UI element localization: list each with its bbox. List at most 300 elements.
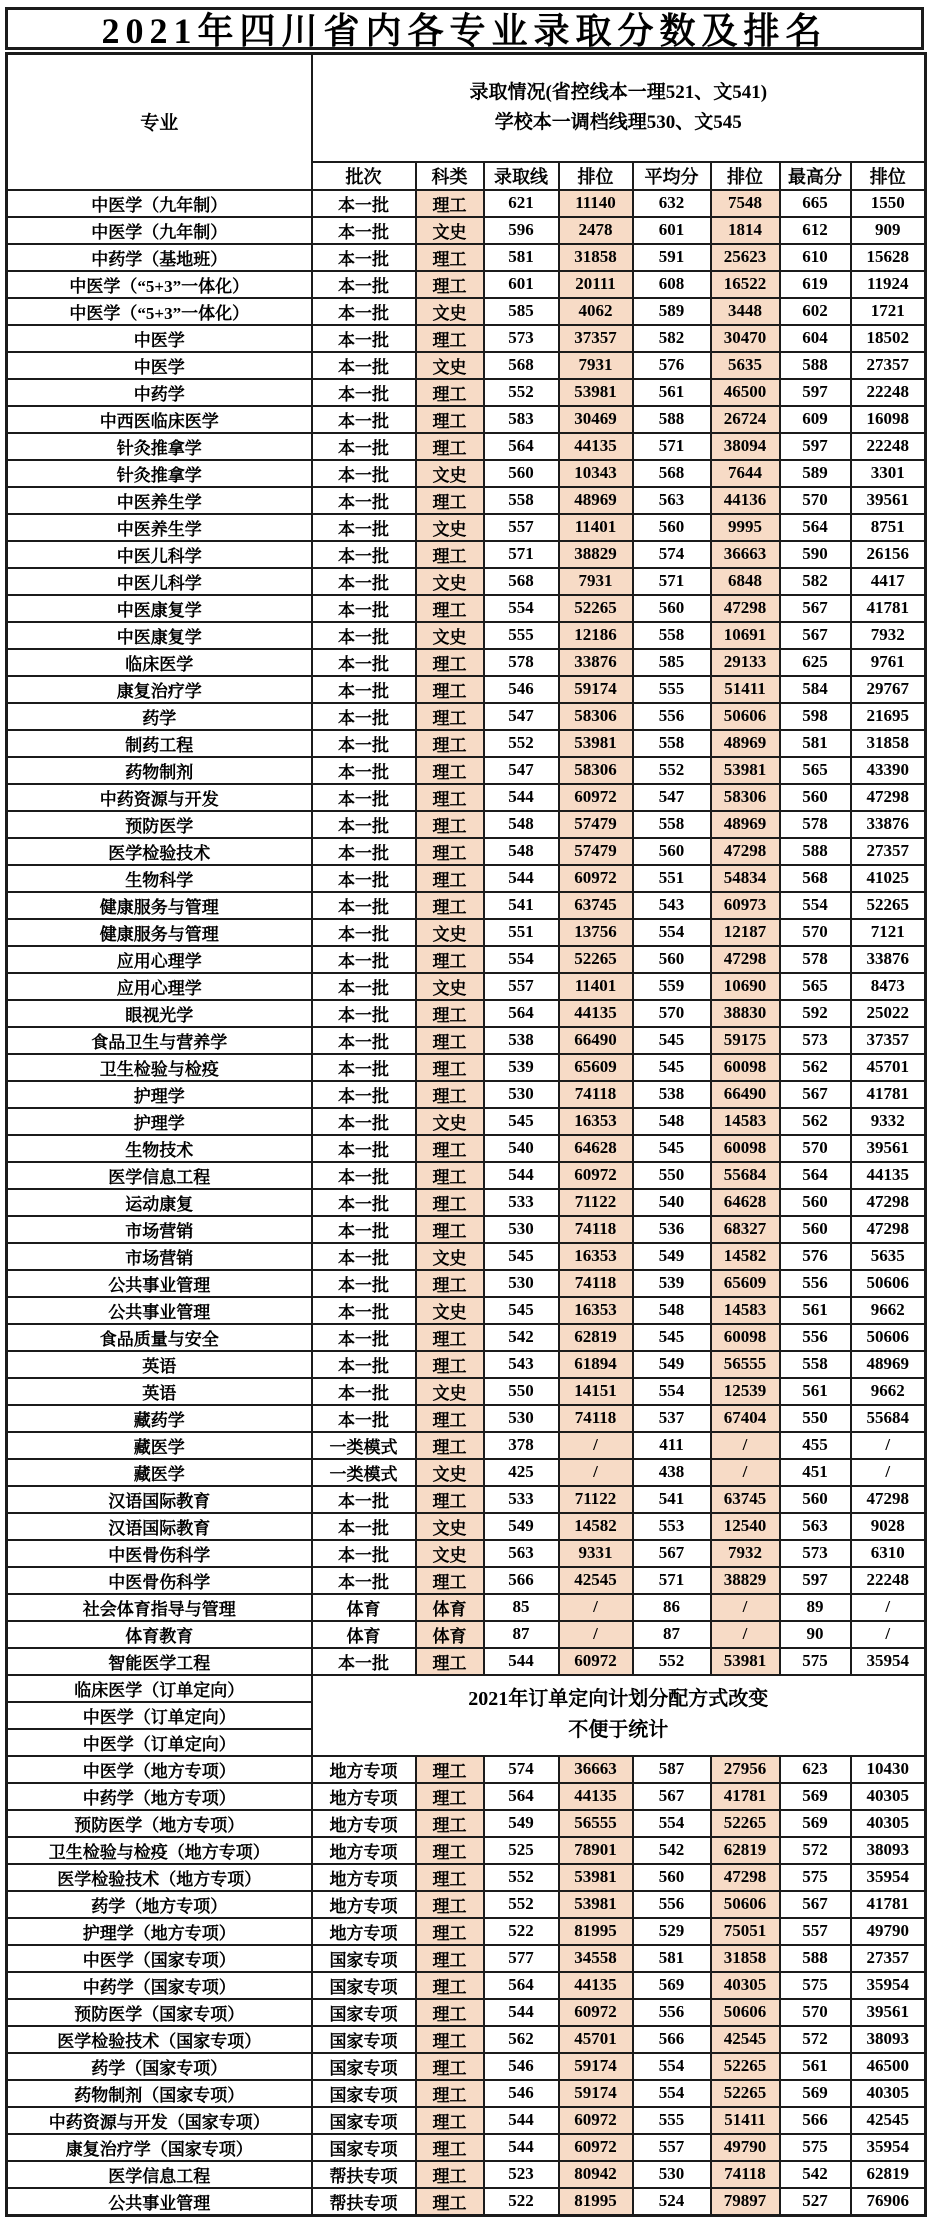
min-score-cell: 530 [484,1270,559,1297]
major-cell: 中西医临床医学 [7,406,312,433]
category-cell: 文史 [416,1297,484,1324]
max-rank-cell: 40305 [851,2080,926,2107]
table-row [7,2107,926,2134]
table-row [7,1594,926,1621]
avg-score-cell: 549 [633,1351,711,1378]
min-rank-cell: 53981 [559,1864,633,1891]
major-cell: 体育教育 [7,1621,312,1648]
avg-score-cell: 555 [633,2107,711,2134]
min-score-cell: 581 [484,244,559,271]
table-row [7,1972,926,1999]
min-rank-cell: 62819 [559,1324,633,1351]
table-row [7,1081,926,1108]
min-score-cell: 577 [484,1945,559,1972]
max-score-cell: 604 [780,325,851,352]
major-cell: 中药资源与开发 [7,784,312,811]
max-score-cell: 588 [780,1945,851,1972]
avg-rank-cell: 68327 [711,1216,780,1243]
category-cell: 文史 [416,298,484,325]
min-score-cell: 573 [484,325,559,352]
min-score-cell: 425 [484,1459,559,1486]
max-score-cell: 575 [780,1648,851,1675]
avg-rank-cell: 7548 [711,190,780,217]
table-row [7,2080,926,2107]
major-cell: 社会体育指导与管理 [7,1594,312,1621]
max-score-cell: 556 [780,1270,851,1297]
min-rank-cell: 59174 [559,2053,633,2080]
table-row [7,1297,926,1324]
avg-rank-cell: 63745 [711,1486,780,1513]
max-score-cell: 560 [780,1216,851,1243]
table-row [7,460,926,487]
avg-score-cell: 86 [633,1594,711,1621]
min-score-cell: 523 [484,2161,559,2188]
min-score-cell: 551 [484,919,559,946]
avg-score-cell: 550 [633,1162,711,1189]
major-cell: 中医养生学 [7,487,312,514]
min-score-cell: 571 [484,541,559,568]
table-row [7,1243,926,1270]
min-rank-cell: 10343 [559,460,633,487]
major-cell: 护理学 [7,1108,312,1135]
min-rank-cell: 71122 [559,1486,633,1513]
min-rank-cell: 58306 [559,757,633,784]
min-score-cell: 557 [484,973,559,1000]
avg-score-cell: 561 [633,379,711,406]
avg-rank-cell: 62819 [711,1837,780,1864]
major-cell: 医学检验技术（地方专项） [7,1864,312,1891]
category-cell: 理工 [416,325,484,352]
avg-rank-cell: 25623 [711,244,780,271]
min-score-cell: 583 [484,406,559,433]
avg-score-cell: 549 [633,1243,711,1270]
column-header-avg-rank: 排位 [711,162,780,190]
avg-score-cell: 540 [633,1189,711,1216]
category-cell: 理工 [416,1324,484,1351]
avg-rank-cell: 6848 [711,568,780,595]
min-rank-cell: 48969 [559,487,633,514]
table-row [7,595,926,622]
min-rank-cell: 59174 [559,2080,633,2107]
avg-rank-cell: 27956 [711,1756,780,1783]
major-cell: 药学（地方专项） [7,1891,312,1918]
max-rank-cell: 3301 [851,460,926,487]
avg-rank-cell: 42545 [711,2026,780,2053]
max-rank-cell: 6310 [851,1540,926,1567]
min-score-cell: 566 [484,1567,559,1594]
max-rank-cell: 27357 [851,1945,926,1972]
avg-rank-cell: 3448 [711,298,780,325]
table-row [7,1540,926,1567]
batch-cell: 本一批 [312,298,416,325]
major-cell: 市场营销 [7,1243,312,1270]
max-score-cell: 561 [780,1378,851,1405]
max-rank-cell: 44135 [851,1162,926,1189]
min-score-cell: 564 [484,1783,559,1810]
batch-cell: 本一批 [312,1162,416,1189]
avg-score-cell: 547 [633,784,711,811]
major-cell: 临床医学 [7,649,312,676]
avg-rank-cell: 14583 [711,1297,780,1324]
category-cell: 理工 [416,649,484,676]
major-cell: 卫生检验与检疫 [7,1054,312,1081]
min-score-cell: 525 [484,1837,559,1864]
table-row [7,487,926,514]
avg-rank-cell: 47298 [711,946,780,973]
max-score-cell: 567 [780,622,851,649]
min-rank-cell: 71122 [559,1189,633,1216]
min-score-cell: 548 [484,811,559,838]
major-cell: 中医学（订单定向） [7,1729,312,1756]
avg-score-cell: 557 [633,2134,711,2161]
batch-cell: 本一批 [312,217,416,244]
category-cell: 理工 [416,784,484,811]
max-rank-cell: 39561 [851,487,926,514]
major-cell: 药学 [7,703,312,730]
batch-cell: 本一批 [312,1351,416,1378]
column-header-category: 科类 [416,162,484,190]
avg-score-cell: 529 [633,1918,711,1945]
max-score-cell: 588 [780,838,851,865]
category-cell: 理工 [416,1756,484,1783]
batch-cell: 本一批 [312,406,416,433]
min-rank-cell: 45701 [559,2026,633,2053]
avg-score-cell: 560 [633,595,711,622]
avg-rank-cell: 49790 [711,2134,780,2161]
category-cell: 理工 [416,1000,484,1027]
min-rank-cell: 66490 [559,1027,633,1054]
max-score-cell: 550 [780,1405,851,1432]
major-cell: 中医儿科学 [7,541,312,568]
max-rank-cell: / [851,1432,926,1459]
min-rank-cell: 60972 [559,2107,633,2134]
min-score-cell: 552 [484,1864,559,1891]
table-row [7,1324,926,1351]
max-rank-cell: 9662 [851,1297,926,1324]
min-score-cell: 568 [484,568,559,595]
batch-cell: 本一批 [312,865,416,892]
avg-score-cell: 558 [633,622,711,649]
table-row [7,1783,926,1810]
category-cell: 理工 [416,676,484,703]
category-cell: 文史 [416,973,484,1000]
min-score-cell: 541 [484,892,559,919]
min-score-cell: 554 [484,595,559,622]
max-score-cell: 572 [780,1837,851,1864]
table-row [7,1459,926,1486]
category-cell: 理工 [416,190,484,217]
table-row [7,271,926,298]
category-cell: 理工 [416,892,484,919]
avg-rank-cell: 47298 [711,595,780,622]
avg-rank-cell: 12187 [711,919,780,946]
avg-rank-cell: 26724 [711,406,780,433]
avg-score-cell: 411 [633,1432,711,1459]
category-cell: 理工 [416,1216,484,1243]
max-rank-cell: 16098 [851,406,926,433]
max-score-cell: 563 [780,1513,851,1540]
min-score-cell: 578 [484,649,559,676]
avg-rank-cell: 40305 [711,1972,780,1999]
max-score-cell: 570 [780,1999,851,2026]
column-header-min-score: 录取线 [484,162,559,190]
avg-score-cell: 563 [633,487,711,514]
max-rank-cell: / [851,1594,926,1621]
avg-score-cell: 552 [633,757,711,784]
max-score-cell: 560 [780,1486,851,1513]
batch-cell: 地方专项 [312,1837,416,1864]
max-rank-cell: 22248 [851,433,926,460]
max-score-cell: 569 [780,2080,851,2107]
table-row [7,1162,926,1189]
max-rank-cell: 47298 [851,1189,926,1216]
min-rank-cell: 52265 [559,595,633,622]
min-score-cell: 538 [484,1027,559,1054]
min-rank-cell: 33876 [559,649,633,676]
min-rank-cell: 59174 [559,676,633,703]
min-rank-cell: 12186 [559,622,633,649]
table-row [7,2161,926,2188]
avg-score-cell: 555 [633,676,711,703]
avg-rank-cell: 29133 [711,649,780,676]
major-cell: 医学信息工程 [7,1162,312,1189]
batch-cell: 地方专项 [312,1864,416,1891]
max-rank-cell: 41025 [851,865,926,892]
min-score-cell: 547 [484,703,559,730]
table-row [7,352,926,379]
avg-rank-cell: 38829 [711,1567,780,1594]
min-rank-cell: 14582 [559,1513,633,1540]
max-score-cell: 565 [780,973,851,1000]
category-cell: 理工 [416,2188,484,2216]
max-rank-cell: 22248 [851,1567,926,1594]
min-score-cell: 546 [484,2080,559,2107]
max-score-cell: 609 [780,406,851,433]
min-score-cell: 550 [484,1378,559,1405]
avg-score-cell: 571 [633,1567,711,1594]
min-rank-cell: 52265 [559,946,633,973]
avg-rank-cell: 52265 [711,2053,780,2080]
avg-score-cell: 601 [633,217,711,244]
category-cell: 体育 [416,1621,484,1648]
min-rank-cell: 57479 [559,811,633,838]
avg-rank-cell: 12540 [711,1513,780,1540]
table-row [7,2026,926,2053]
admission-info-line2: 学校本一调档线理530、文545 [494,111,742,133]
batch-cell: 本一批 [312,379,416,406]
note-line2: 不便于统计 [568,1719,669,1741]
table-row [7,1918,926,1945]
min-rank-cell: 9331 [559,1540,633,1567]
min-score-cell: 585 [484,298,559,325]
avg-score-cell: 554 [633,1378,711,1405]
max-score-cell: 589 [780,460,851,487]
batch-cell: 本一批 [312,487,416,514]
min-score-cell: 548 [484,838,559,865]
min-score-cell: 539 [484,1054,559,1081]
table-row [7,1999,926,2026]
min-score-cell: 574 [484,1756,559,1783]
max-rank-cell: 15628 [851,244,926,271]
batch-cell: 地方专项 [312,1918,416,1945]
batch-cell: 本一批 [312,973,416,1000]
category-cell: 理工 [416,703,484,730]
max-rank-cell: 35954 [851,2134,926,2161]
avg-rank-cell: 48969 [711,730,780,757]
max-rank-cell: 8751 [851,514,926,541]
avg-score-cell: 438 [633,1459,711,1486]
min-rank-cell: / [559,1459,633,1486]
major-cell: 中医骨伤科学 [7,1540,312,1567]
category-cell: 文史 [416,919,484,946]
category-cell: 理工 [416,1135,484,1162]
category-cell: 理工 [416,865,484,892]
min-score-cell: 564 [484,1000,559,1027]
max-score-cell: 568 [780,865,851,892]
max-rank-cell: 1721 [851,298,926,325]
avg-rank-cell: 47298 [711,1864,780,1891]
batch-cell: 本一批 [312,1081,416,1108]
category-cell: 理工 [416,2026,484,2053]
avg-rank-cell: 58306 [711,784,780,811]
batch-cell: 体育 [312,1594,416,1621]
max-rank-cell: 909 [851,217,926,244]
major-cell: 公共事业管理 [7,1297,312,1324]
max-score-cell: 565 [780,757,851,784]
avg-rank-cell: / [711,1621,780,1648]
table-row [7,1945,926,1972]
min-score-cell: 533 [484,1189,559,1216]
table-row [7,1864,926,1891]
major-cell: 中医儿科学 [7,568,312,595]
category-cell: 理工 [416,2134,484,2161]
avg-score-cell: 545 [633,1027,711,1054]
batch-cell: 本一批 [312,1540,416,1567]
min-score-cell: 552 [484,730,559,757]
table-row [7,946,926,973]
category-cell: 理工 [416,487,484,514]
major-cell: 中医骨伤科学 [7,1567,312,1594]
category-cell: 理工 [416,1027,484,1054]
avg-score-cell: 524 [633,2188,711,2216]
avg-score-cell: 538 [633,1081,711,1108]
major-cell: 中药学（地方专项） [7,1783,312,1810]
min-rank-cell: 7931 [559,352,633,379]
max-score-cell: 581 [780,730,851,757]
max-rank-cell: 9662 [851,1378,926,1405]
major-cell: 中医学（九年制） [7,190,312,217]
max-score-cell: 562 [780,1054,851,1081]
table-row [7,1432,926,1459]
avg-score-cell: 576 [633,352,711,379]
min-rank-cell: 16353 [559,1243,633,1270]
min-score-cell: 554 [484,946,559,973]
category-cell: 理工 [416,2107,484,2134]
batch-cell: 国家专项 [312,1999,416,2026]
category-cell: 理工 [416,406,484,433]
avg-rank-cell: 65609 [711,1270,780,1297]
category-cell: 文史 [416,1378,484,1405]
batch-cell: 帮扶专项 [312,2161,416,2188]
min-score-cell: 544 [484,1648,559,1675]
avg-rank-cell: 46500 [711,379,780,406]
min-score-cell: 549 [484,1513,559,1540]
table-row [7,298,926,325]
max-score-cell: 567 [780,595,851,622]
max-rank-cell: 31858 [851,730,926,757]
avg-score-cell: 574 [633,541,711,568]
min-score-cell: 596 [484,217,559,244]
batch-cell: 本一批 [312,1243,416,1270]
batch-cell: 本一批 [312,703,416,730]
avg-score-cell: 560 [633,1864,711,1891]
major-cell: 预防医学（国家专项） [7,1999,312,2026]
max-rank-cell: 42545 [851,2107,926,2134]
min-rank-cell: 60972 [559,865,633,892]
table-row [7,757,926,784]
table-row [7,1054,926,1081]
max-rank-cell: 29767 [851,676,926,703]
major-cell: 眼视光学 [7,1000,312,1027]
category-cell: 文史 [416,1108,484,1135]
min-score-cell: 552 [484,379,559,406]
table-row [7,1108,926,1135]
batch-cell: 国家专项 [312,2134,416,2161]
major-cell: 中医学（地方专项） [7,1756,312,1783]
max-score-cell: 527 [780,2188,851,2216]
category-cell: 理工 [416,1783,484,1810]
min-score-cell: 545 [484,1243,559,1270]
avg-score-cell: 581 [633,1945,711,1972]
avg-rank-cell: 14582 [711,1243,780,1270]
category-cell: 理工 [416,1189,484,1216]
max-rank-cell: 33876 [851,811,926,838]
category-cell: 文史 [416,1540,484,1567]
avg-rank-cell: 52265 [711,2080,780,2107]
avg-score-cell: 554 [633,2053,711,2080]
max-score-cell: 560 [780,784,851,811]
table-row [7,541,926,568]
category-cell: 理工 [416,595,484,622]
max-rank-cell: 21695 [851,703,926,730]
max-rank-cell: 4417 [851,568,926,595]
min-rank-cell: 44135 [559,1000,633,1027]
batch-cell: 本一批 [312,1027,416,1054]
min-rank-cell: 61894 [559,1351,633,1378]
batch-cell: 地方专项 [312,1783,416,1810]
avg-score-cell: 608 [633,271,711,298]
batch-cell: 本一批 [312,676,416,703]
min-rank-cell: 42545 [559,1567,633,1594]
avg-score-cell: 87 [633,1621,711,1648]
category-cell: 理工 [416,1486,484,1513]
max-rank-cell: 35954 [851,1864,926,1891]
avg-rank-cell: 66490 [711,1081,780,1108]
major-cell: 藏医学 [7,1459,312,1486]
max-rank-cell: 9332 [851,1108,926,1135]
major-cell: 针灸推拿学 [7,433,312,460]
major-cell: 中药学 [7,379,312,406]
max-score-cell: 575 [780,1864,851,1891]
page-title: 2021年四川省内各专业录取分数及排名 [5,7,924,50]
avg-score-cell: 591 [633,244,711,271]
avg-score-cell: 560 [633,514,711,541]
batch-cell: 本一批 [312,1378,416,1405]
batch-cell: 本一批 [312,1297,416,1324]
min-rank-cell: 37357 [559,325,633,352]
major-cell: 运动康复 [7,1189,312,1216]
batch-cell: 本一批 [312,892,416,919]
